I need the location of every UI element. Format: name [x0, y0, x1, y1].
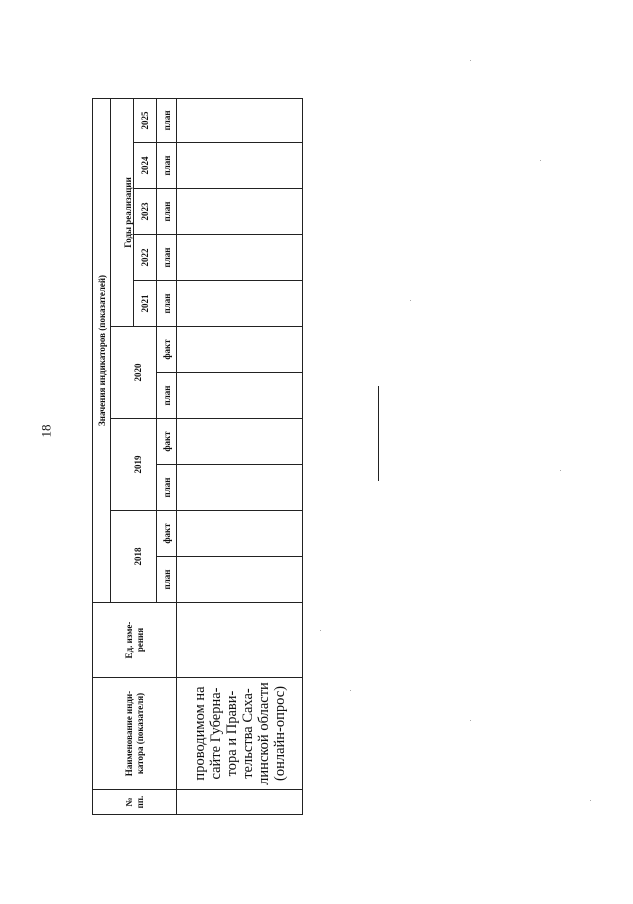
row-unit-cell [177, 603, 303, 678]
row-value-cell [177, 327, 303, 373]
header-indicator-name: Наименование инди- катора (показателя) [93, 678, 177, 790]
header-year-2022: 2022 [134, 235, 157, 281]
header-fact: факт [157, 419, 177, 465]
header-year-2020: 2020 [111, 327, 157, 419]
header-plan: план [157, 235, 177, 281]
header-year-2023: 2023 [134, 189, 157, 235]
header-no: № пп. [93, 790, 177, 815]
row-value-cell [177, 281, 303, 327]
header-fact: факт [157, 511, 177, 557]
header-years-group: Годы реализации [111, 98, 134, 326]
header-plan: план [157, 281, 177, 327]
row-indicator-name: проводимом на сайте Губерна- тора и Прави- тельства Саха- линской области (онлайн-опрос) [177, 678, 303, 790]
rotated-table-wrapper [92, 99, 302, 815]
row-value-cell [177, 98, 303, 142]
header-year-2018: 2018 [111, 511, 157, 603]
header-values: Значения индикаторов (показателей) [93, 98, 111, 602]
row-value-cell [177, 557, 303, 603]
row-value-cell [177, 465, 303, 511]
row-value-cell [177, 419, 303, 465]
row-value-cell [177, 143, 303, 189]
header-year-2024: 2024 [134, 143, 157, 189]
row-no-cell [177, 790, 303, 815]
header-fact: факт [157, 327, 177, 373]
row-value-cell [177, 189, 303, 235]
header-unit: Ед. изме- рения [93, 603, 177, 678]
header-year-2025: 2025 [134, 98, 157, 142]
row-value-cell [177, 511, 303, 557]
header-plan: план [157, 465, 177, 511]
header-plan: план [157, 189, 177, 235]
header-plan: план [157, 373, 177, 419]
indicator-table [92, 98, 303, 815]
header-year-2019: 2019 [111, 419, 157, 511]
header-plan: план [157, 98, 177, 142]
page-number: 18 [38, 424, 54, 438]
header-plan: план [157, 143, 177, 189]
header-plan: план [157, 557, 177, 603]
row-value-cell [177, 373, 303, 419]
header-year-2021: 2021 [134, 281, 157, 327]
signature-line [378, 386, 379, 481]
row-value-cell [177, 235, 303, 281]
